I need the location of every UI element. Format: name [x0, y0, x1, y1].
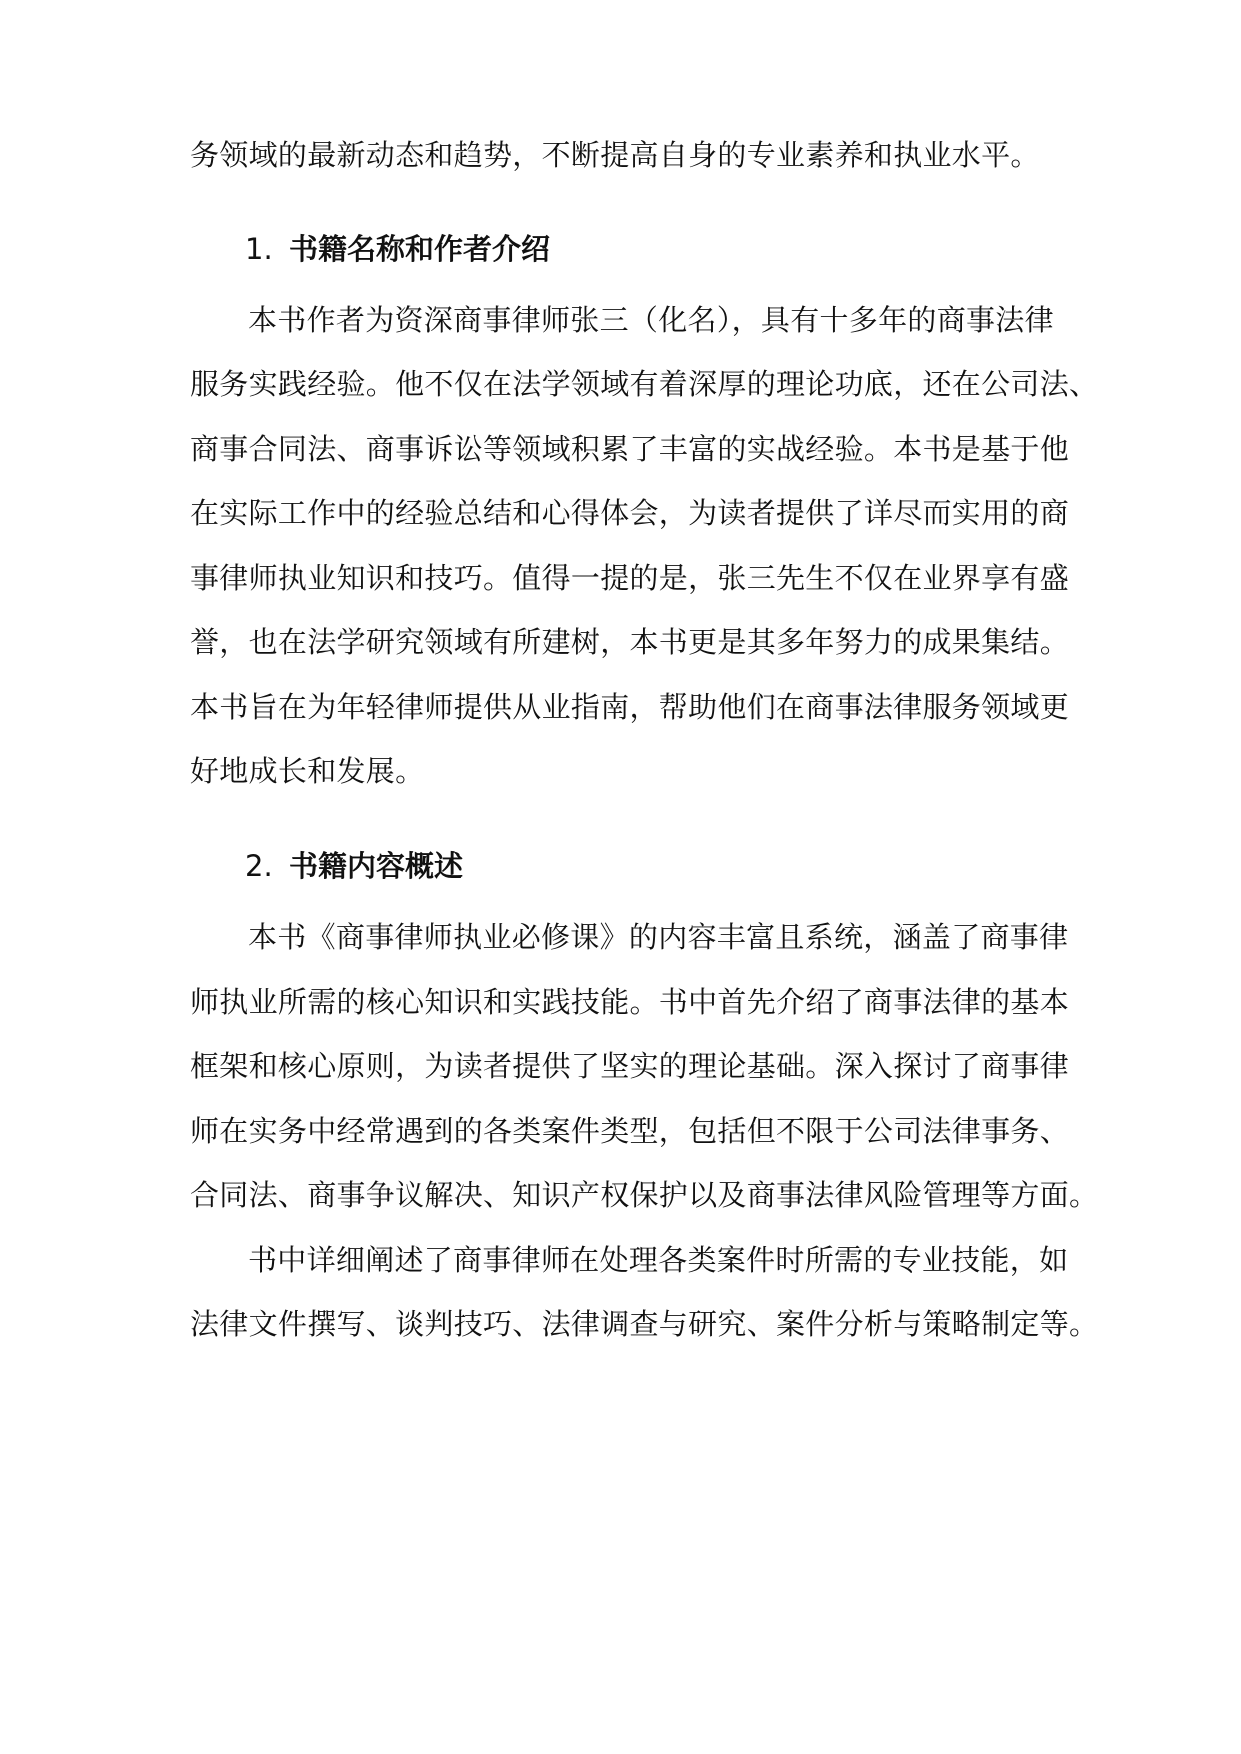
section-1-line: 在实际工作中的经验总结和心得体会，为读者提供了详尽而实用的商	[190, 496, 1070, 530]
section-2-p1-line: 合同法、商事争议解决、知识产权保护以及商事法律风险管理等方面。	[190, 1178, 1099, 1212]
section-1-line: 本书旨在为年轻律师提供从业指南，帮助他们在商事法律服务领域更	[190, 690, 1070, 724]
section-1-title: 书籍名称和作者介绍	[289, 232, 551, 266]
section-1-heading	[245, 231, 550, 267]
section-1-line: 服务实践经验。他不仅在法学领域有着深厚的理论功底，还在公司法、	[190, 367, 1099, 401]
section-2-p1-line: 师执业所需的核心知识和实践技能。书中首先介绍了商事法律的基本	[190, 985, 1070, 1019]
section-2-heading	[245, 848, 463, 884]
section-2-p1-line: 框架和核心原则，为读者提供了坚实的理论基础。深入探讨了商事律	[190, 1049, 1070, 1083]
section-2-p1-line: 师在实务中经常遇到的各类案件类型，包括但不限于公司法律事务、	[190, 1114, 1070, 1148]
section-1-line: 本书作者为资深商事律师张三（化名），具有十多年的商事法律	[248, 303, 1054, 337]
section-1-line: 誉，也在法学研究领域有所建树，本书更是其多年努力的成果集结。	[190, 625, 1070, 659]
section-2-title: 书籍内容概述	[289, 849, 464, 883]
section-1-number: 1.	[245, 232, 273, 266]
section-2-p2-line: 书中详细阐述了商事律师在处理各类案件时所需的专业技能，如	[248, 1243, 1069, 1277]
section-2-p1-line: 本书《商事律师执业必修课》的内容丰富且系统，涵盖了商事律	[248, 920, 1069, 954]
section-1-line: 事律师执业知识和技巧。值得一提的是，张三先生不仅在业界享有盛	[190, 561, 1070, 595]
section-2-p2-line: 法律文件撰写、谈判技巧、法律调查与研究、案件分析与策略制定等。	[190, 1307, 1099, 1341]
continuation-line: 务领域的最新动态和趋势，不断提高自身的专业素养和执业水平。	[190, 138, 1040, 172]
section-2-number: 2.	[245, 849, 273, 883]
section-1-line: 商事合同法、商事诉讼等领域积累了丰富的实战经验。本书是基于他	[190, 432, 1070, 466]
section-1-line: 好地成长和发展。	[190, 754, 425, 788]
